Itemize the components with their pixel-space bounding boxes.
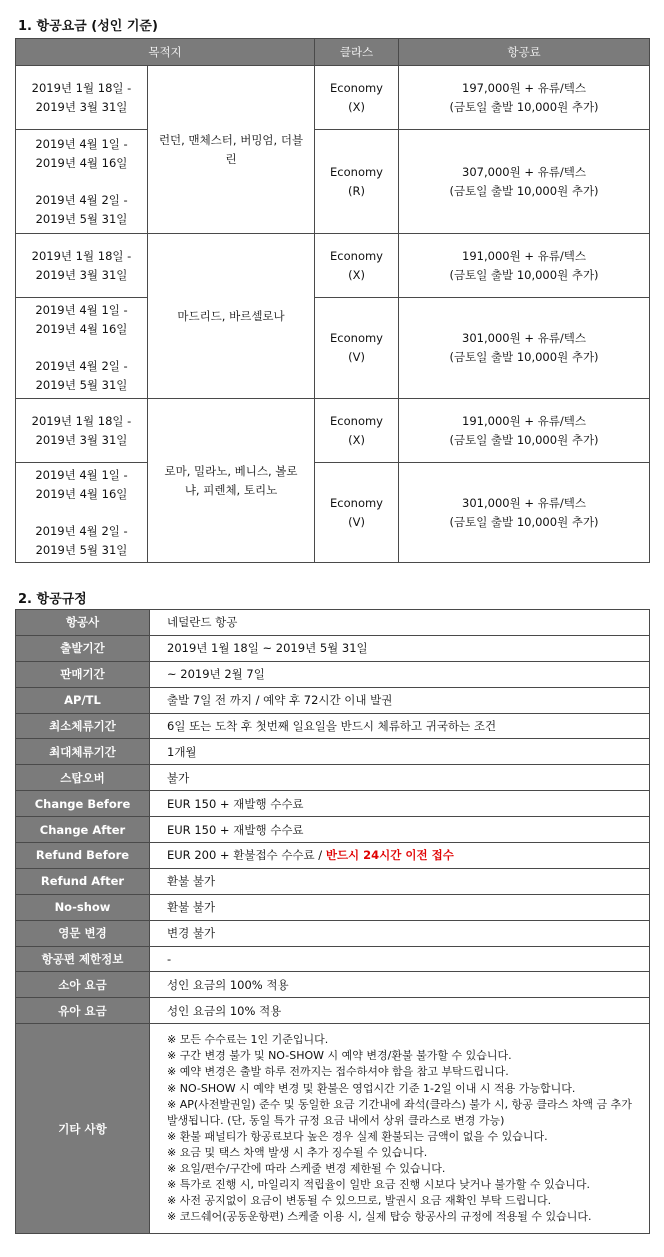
price-note: (금토일 출발 10,000원 추가)	[449, 514, 599, 529]
period-cell	[16, 66, 148, 130]
period-line: 2019년 4월 1일 -	[35, 467, 128, 482]
price-note: (금토일 출발 10,000원 추가)	[449, 183, 599, 198]
class-code: (X)	[348, 267, 365, 282]
rule-value: EUR 150 + 재발행 수수료	[167, 822, 304, 837]
destination-cell: 마드리드, 바르셀로나	[148, 234, 315, 399]
price-cell	[399, 463, 650, 563]
note-item: ※ 구간 변경 불가 및 NO-SHOW 시 예약 변경/환불 불가할 수 있습니다.	[167, 1049, 512, 1063]
header-destination: 목적지	[16, 39, 315, 66]
rule-value: 1개월	[167, 744, 197, 759]
rule-row	[16, 843, 650, 869]
class-code: (X)	[348, 99, 365, 114]
fare-table	[15, 38, 650, 563]
class-code: (R)	[348, 183, 365, 198]
period-cell	[16, 298, 148, 399]
rule-value-cell	[150, 610, 650, 636]
class-name: Economy	[330, 80, 383, 95]
class-code: (X)	[348, 432, 365, 447]
note-item: ※ 모든 수수료는 1인 기준입니다.	[167, 1033, 329, 1047]
destination-cell: 로마, 밀라노, 베니스, 볼로냐, 피렌체, 토리노	[148, 399, 315, 563]
rule-row	[16, 661, 650, 687]
price-cell	[399, 66, 650, 130]
rule-row	[16, 635, 650, 661]
price-note: (금토일 출발 10,000원 추가)	[449, 267, 599, 282]
rule-value-cell	[150, 894, 650, 920]
period-line: 2019년 5월 31일	[35, 378, 128, 392]
fare-row	[16, 298, 650, 399]
rule-value: 네덜란드 항공	[167, 615, 238, 630]
period-cell	[16, 399, 148, 463]
period-line: 2019년 5월 31일	[35, 542, 128, 557]
period-line: 2019년 3월 31일	[35, 267, 128, 282]
rule-value: 불가	[167, 770, 190, 785]
rule-value-cell	[150, 817, 650, 843]
rule-label: 항공사	[16, 610, 150, 636]
fare-row	[16, 130, 650, 234]
section-title-rules: 2. 항공규정	[18, 592, 87, 607]
rule-value: 환불 불가	[167, 900, 216, 915]
class-cell	[315, 66, 399, 130]
period-line: 2019년 1월 18일 -	[31, 413, 132, 428]
rule-row	[16, 972, 650, 998]
period-line: 2019년 4월 16일	[35, 155, 128, 170]
period-line: 2019년 4월 2일 -	[35, 359, 128, 373]
class-name: Economy	[330, 248, 383, 263]
class-name: Economy	[330, 495, 383, 510]
period-line: 2019년 4월 1일 -	[35, 303, 128, 317]
period-line: 2019년 4월 16일	[35, 486, 128, 501]
note-item: ※ NO-SHOW 시 예약 변경 및 환불은 영업시간 기준 1-2일 이내 시 적용 가능합니다.	[167, 1081, 576, 1095]
price: 307,000원 + 유류/텍스	[462, 164, 586, 179]
rule-label: No-show	[16, 894, 150, 920]
rule-row	[16, 610, 650, 636]
notes-label: 기타 사항	[16, 1024, 150, 1234]
rule-row	[16, 894, 650, 920]
fare-row	[16, 399, 650, 463]
rule-value: 환불 불가	[167, 874, 216, 889]
rule-row	[16, 765, 650, 791]
notes-row	[16, 1024, 650, 1234]
price: 191,000원 + 유류/텍스	[462, 248, 586, 263]
price-cell	[399, 234, 650, 298]
rule-value-cell	[150, 635, 650, 661]
period-line: 2019년 4월 2일 -	[35, 192, 128, 207]
class-cell	[315, 463, 399, 563]
header-class: 클라스	[315, 39, 399, 66]
rule-label: AP/TL	[16, 687, 150, 713]
rule-highlight: 반드시 24시간 이전 접수	[325, 848, 454, 863]
rule-value: EUR 150 + 재발행 수수료	[167, 796, 304, 811]
price-cell	[399, 298, 650, 399]
rule-value-cell	[150, 868, 650, 894]
rule-value-cell	[150, 739, 650, 765]
class-name: Economy	[330, 164, 383, 179]
rule-label: 항공편 제한정보	[16, 946, 150, 972]
rule-value-cell	[150, 791, 650, 817]
note-item: ※ 요일/편수/구간에 따라 스케줄 변경 제한될 수 있습니다.	[167, 1162, 446, 1175]
rule-label: 판매기간	[16, 661, 150, 687]
period-line: 2019년 3월 31일	[35, 432, 128, 447]
class-cell	[315, 234, 399, 298]
note-item: ※ 사전 공지없이 요금이 변동될 수 있으므로, 발권시 요금 재확인 부탁 드립니다.	[167, 1194, 552, 1208]
class-cell	[315, 399, 399, 463]
note-item: ※ AP(사전발권일) 준수 및 동일한 요금 기간내에 좌석(클라스) 불가 시, 항공 클라스 차액 금 추가 발생됩니다. (단, 동일 특가 규정 요금 내에서 상위 클라스로 변경 가능)	[167, 1097, 632, 1127]
price-cell	[399, 130, 650, 234]
period-line: 2019년 3월 31일	[35, 99, 128, 114]
note-item: ※ 예약 변경은 출발 하루 전까지는 접수하셔야 함을 참고 부탁드립니다.	[167, 1065, 509, 1079]
rule-value: 2019년 1월 18일 ~ 2019년 5월 31일	[167, 641, 368, 656]
class-cell	[315, 298, 399, 399]
rule-row	[16, 713, 650, 739]
rule-row	[16, 817, 650, 843]
price-note: (금토일 출발 10,000원 추가)	[449, 350, 599, 364]
notes-cell	[150, 1024, 650, 1234]
period-line: 2019년 1월 18일 -	[31, 248, 132, 263]
price-cell	[399, 399, 650, 463]
class-cell	[315, 130, 399, 234]
price: 191,000원 + 유류/텍스	[462, 413, 586, 428]
fare-header-row	[16, 39, 650, 66]
note-item: ※ 요금 및 택스 차액 발생 시 추가 징수될 수 있습니다.	[167, 1145, 428, 1159]
section-title-fares: 1. 항공요금 (성인 기준)	[18, 19, 158, 34]
rule-value-cell	[150, 946, 650, 972]
fare-row	[16, 234, 650, 298]
rule-value: 6일 또는 도착 후 첫번째 일요일을 반드시 체류하고 귀국하는 조건	[167, 719, 497, 733]
class-code: (V)	[348, 350, 365, 364]
period-cell	[16, 463, 148, 563]
rule-value: -	[167, 952, 172, 967]
period-cell	[16, 234, 148, 298]
rules-table	[15, 609, 650, 1234]
period-line: 2019년 4월 2일 -	[35, 523, 128, 538]
rule-value-cell	[150, 765, 650, 791]
rule-value-cell	[150, 713, 650, 739]
rule-value: 성인 요금의 10% 적용	[167, 1003, 282, 1018]
rule-row	[16, 998, 650, 1024]
class-name: Economy	[330, 331, 383, 345]
rule-value-cell	[150, 972, 650, 998]
period-line: 2019년 1월 18일 -	[31, 80, 132, 95]
rule-label: 소아 요금	[16, 972, 150, 998]
fare-row	[16, 463, 650, 563]
period-line: 2019년 4월 1일 -	[35, 136, 128, 151]
rule-value: ~ 2019년 2월 7일	[167, 667, 265, 682]
rule-value-cell	[150, 687, 650, 713]
header-fare: 항공료	[399, 39, 650, 66]
rule-label: 최대체류기간	[16, 739, 150, 765]
rule-row	[16, 791, 650, 817]
price-note: (금토일 출발 10,000원 추가)	[449, 99, 599, 114]
rule-label: 영문 변경	[16, 920, 150, 946]
rule-label: Refund After	[16, 868, 150, 894]
rule-row	[16, 739, 650, 765]
price-note: (금토일 출발 10,000원 추가)	[449, 432, 599, 447]
destination-cell: 런던, 맨체스터, 버밍엄, 더블린	[148, 66, 315, 234]
rule-row	[16, 868, 650, 894]
price: 301,000원 + 유류/텍스	[462, 495, 586, 510]
rule-label: Refund Before	[16, 843, 150, 869]
rule-row	[16, 946, 650, 972]
rule-label: 스탑오버	[16, 765, 150, 791]
rule-value-cell	[150, 998, 650, 1024]
rule-value-cell	[150, 661, 650, 687]
rule-label: Change Before	[16, 791, 150, 817]
period-cell	[16, 130, 148, 234]
note-item: ※ 특가로 진행 시, 마일리지 적립율이 일반 요금 진행 시보다 낮거나 불가할 수 있습니다.	[167, 1178, 590, 1192]
class-code: (V)	[348, 514, 365, 529]
rule-label: Change After	[16, 817, 150, 843]
rule-value-cell	[150, 920, 650, 946]
price: 197,000원 + 유류/텍스	[462, 80, 586, 95]
class-name: Economy	[330, 413, 383, 428]
rule-row	[16, 687, 650, 713]
price: 301,000원 + 유류/텍스	[462, 331, 586, 345]
rule-label: 출발기간	[16, 635, 150, 661]
rule-value: 출발 7일 전 까지 / 예약 후 72시간 이내 발권	[167, 693, 393, 708]
note-item: ※ 코드쉐어(공동운항편) 스케줄 이용 시, 실제 탑승 항공사의 규정에 적용될 수 있습니다.	[167, 1210, 592, 1224]
rule-value: 변경 불가	[167, 926, 216, 941]
fare-row	[16, 66, 650, 130]
rule-label: 최소체류기간	[16, 713, 150, 739]
rule-value: EUR 200 + 환불접수 수수료 /	[167, 848, 326, 863]
period-line: 2019년 5월 31일	[35, 211, 128, 226]
rule-label: 유아 요금	[16, 998, 150, 1024]
rule-row	[16, 920, 650, 946]
period-line: 2019년 4월 16일	[35, 322, 128, 336]
rule-value-cell	[150, 843, 650, 869]
note-item: ※ 환불 패널티가 항공료보다 높은 경우 실제 환불되는 금액이 없을 수 있습니다.	[167, 1129, 548, 1143]
rule-value: 성인 요금의 100% 적용	[167, 977, 289, 992]
